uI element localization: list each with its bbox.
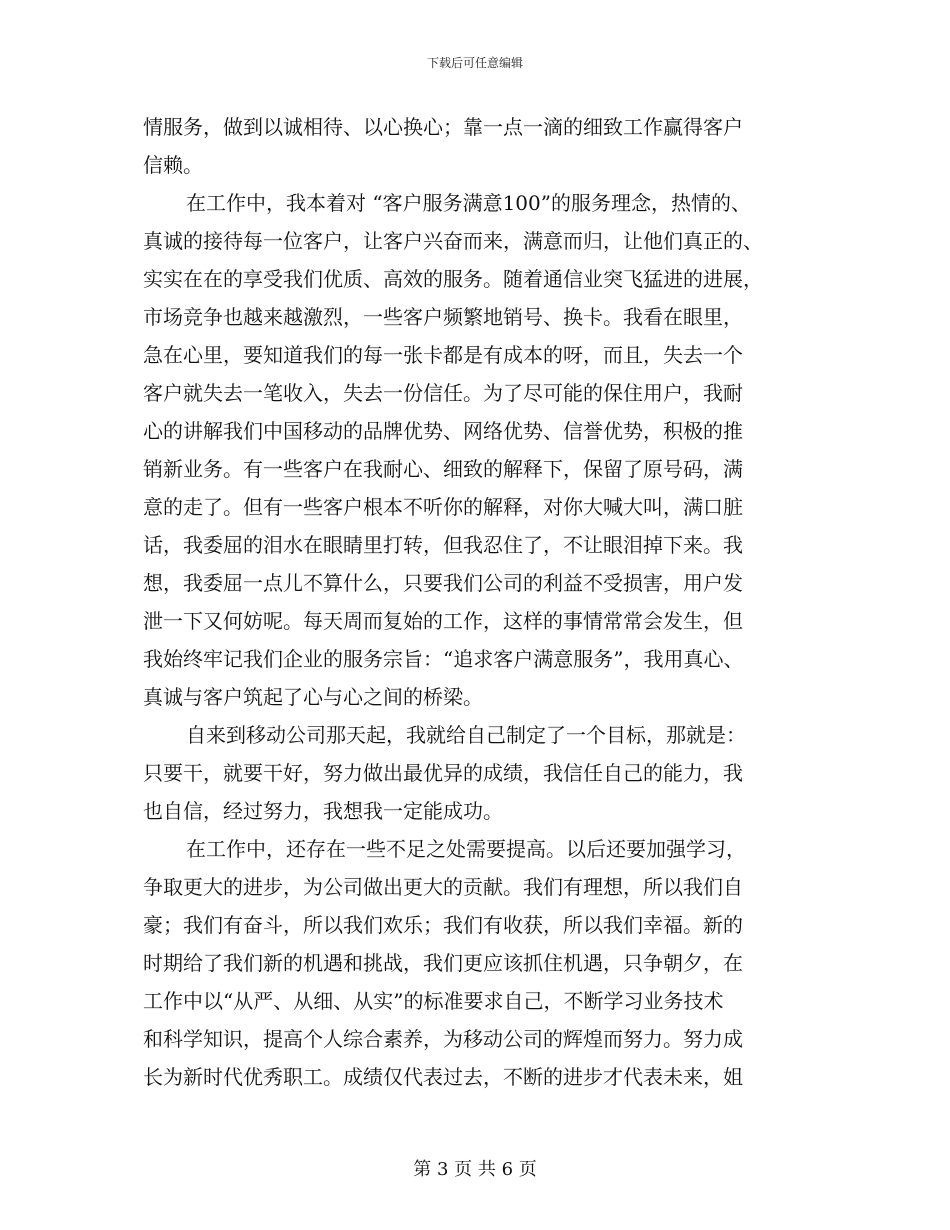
text-line: 工作中以“从严、从细、从实”的标准要求自己，不断学习业务技术	[143, 989, 724, 1013]
text-line: 意的走了。但有一些客户根本不听你的解释，对你大喊大叫，满口脏	[143, 495, 743, 519]
text-line: 信赖。	[143, 153, 203, 177]
text-line: 豪；我们有奋斗，所以我们欢乐；我们有收获，所以我们幸福。新的	[143, 913, 743, 937]
text-line: 和科学知识，提高个人综合素养，为移动公司的辉煌而努力。努力成	[143, 1027, 743, 1051]
text-line: 真诚的接待每一位客户，让客户兴奋而来，满意而归，让他们真正的、	[143, 229, 763, 253]
text-line: 急在心里，要知道我们的每一张卡都是有成本的呀，而且，失去一个	[143, 343, 743, 367]
document-body	[143, 108, 815, 1096]
text-line: 想，我委屈一点儿不算什么，只要我们公司的利益不受损害，用户发	[143, 571, 743, 595]
text-line: 话，我委屈的泪水在眼睛里打转，但我忍住了，不让眼泪掉下来。我	[143, 533, 743, 557]
text-line: 时期给了我们新的机遇和挑战，我们更应该抓住机遇，只争朝夕，在	[143, 951, 743, 975]
text-line: 泄一下又何妨呢。每天周而复始的工作，这样的事情常常会发生，但	[143, 609, 743, 633]
text-line: 只要干，就要干好，努力做出最优异的成绩，我信任自己的能力，我	[143, 761, 743, 785]
text-line: 情服务，做到以诚相待、以心换心；靠一点一滴的细致工作赢得客户	[143, 115, 743, 139]
text-line: 真诚与客户筑起了心与心之间的桥梁。	[143, 685, 483, 709]
text-line: 销新业务。有一些客户在我耐心、细致的解释下，保留了原号码，满	[143, 457, 743, 481]
paragraph-start-line: 在工作中，还存在一些不足之处需要提高。以后还要加强学习，	[186, 837, 746, 861]
paragraph-start-line: 自来到移动公司那天起，我就给自己制定了一个目标，那就是：	[186, 723, 746, 747]
text-line: 长为新时代优秀职工。成绩仅代表过去，不断的进步才代表未来，姐	[143, 1065, 743, 1089]
page-header-note: 下载后可任意编辑	[426, 56, 523, 70]
text-line: 争取更大的进步，为公司做出更大的贡献。我们有理想，所以我们自	[143, 875, 743, 899]
text-line: 也自信，经过努力，我想我一定能成功。	[143, 799, 503, 823]
page-number-footer: 第 3 页 共 6 页	[413, 1159, 537, 1180]
text-line: 我始终牢记我们企业的服务宗旨：“追求客户满意服务”，我用真心、	[143, 647, 744, 671]
text-line: 市场竞争也越来越激烈，一些客户频繁地销号、换卡。我看在眼里，	[143, 305, 743, 329]
text-line: 实实在在的享受我们优质、高效的服务。随着通信业突飞猛进的进展，	[143, 267, 763, 291]
paragraph-start-line: 在工作中，我本着对 “客户服务满意100”的服务理念，热情的、	[186, 191, 751, 215]
text-line: 客户就失去一笔收入，失去一份信任。为了尽可能的保住用户，我耐	[143, 381, 743, 405]
text-line: 心的讲解我们中国移动的品牌优势、网络优势、信誉优势，积极的推	[143, 419, 743, 443]
